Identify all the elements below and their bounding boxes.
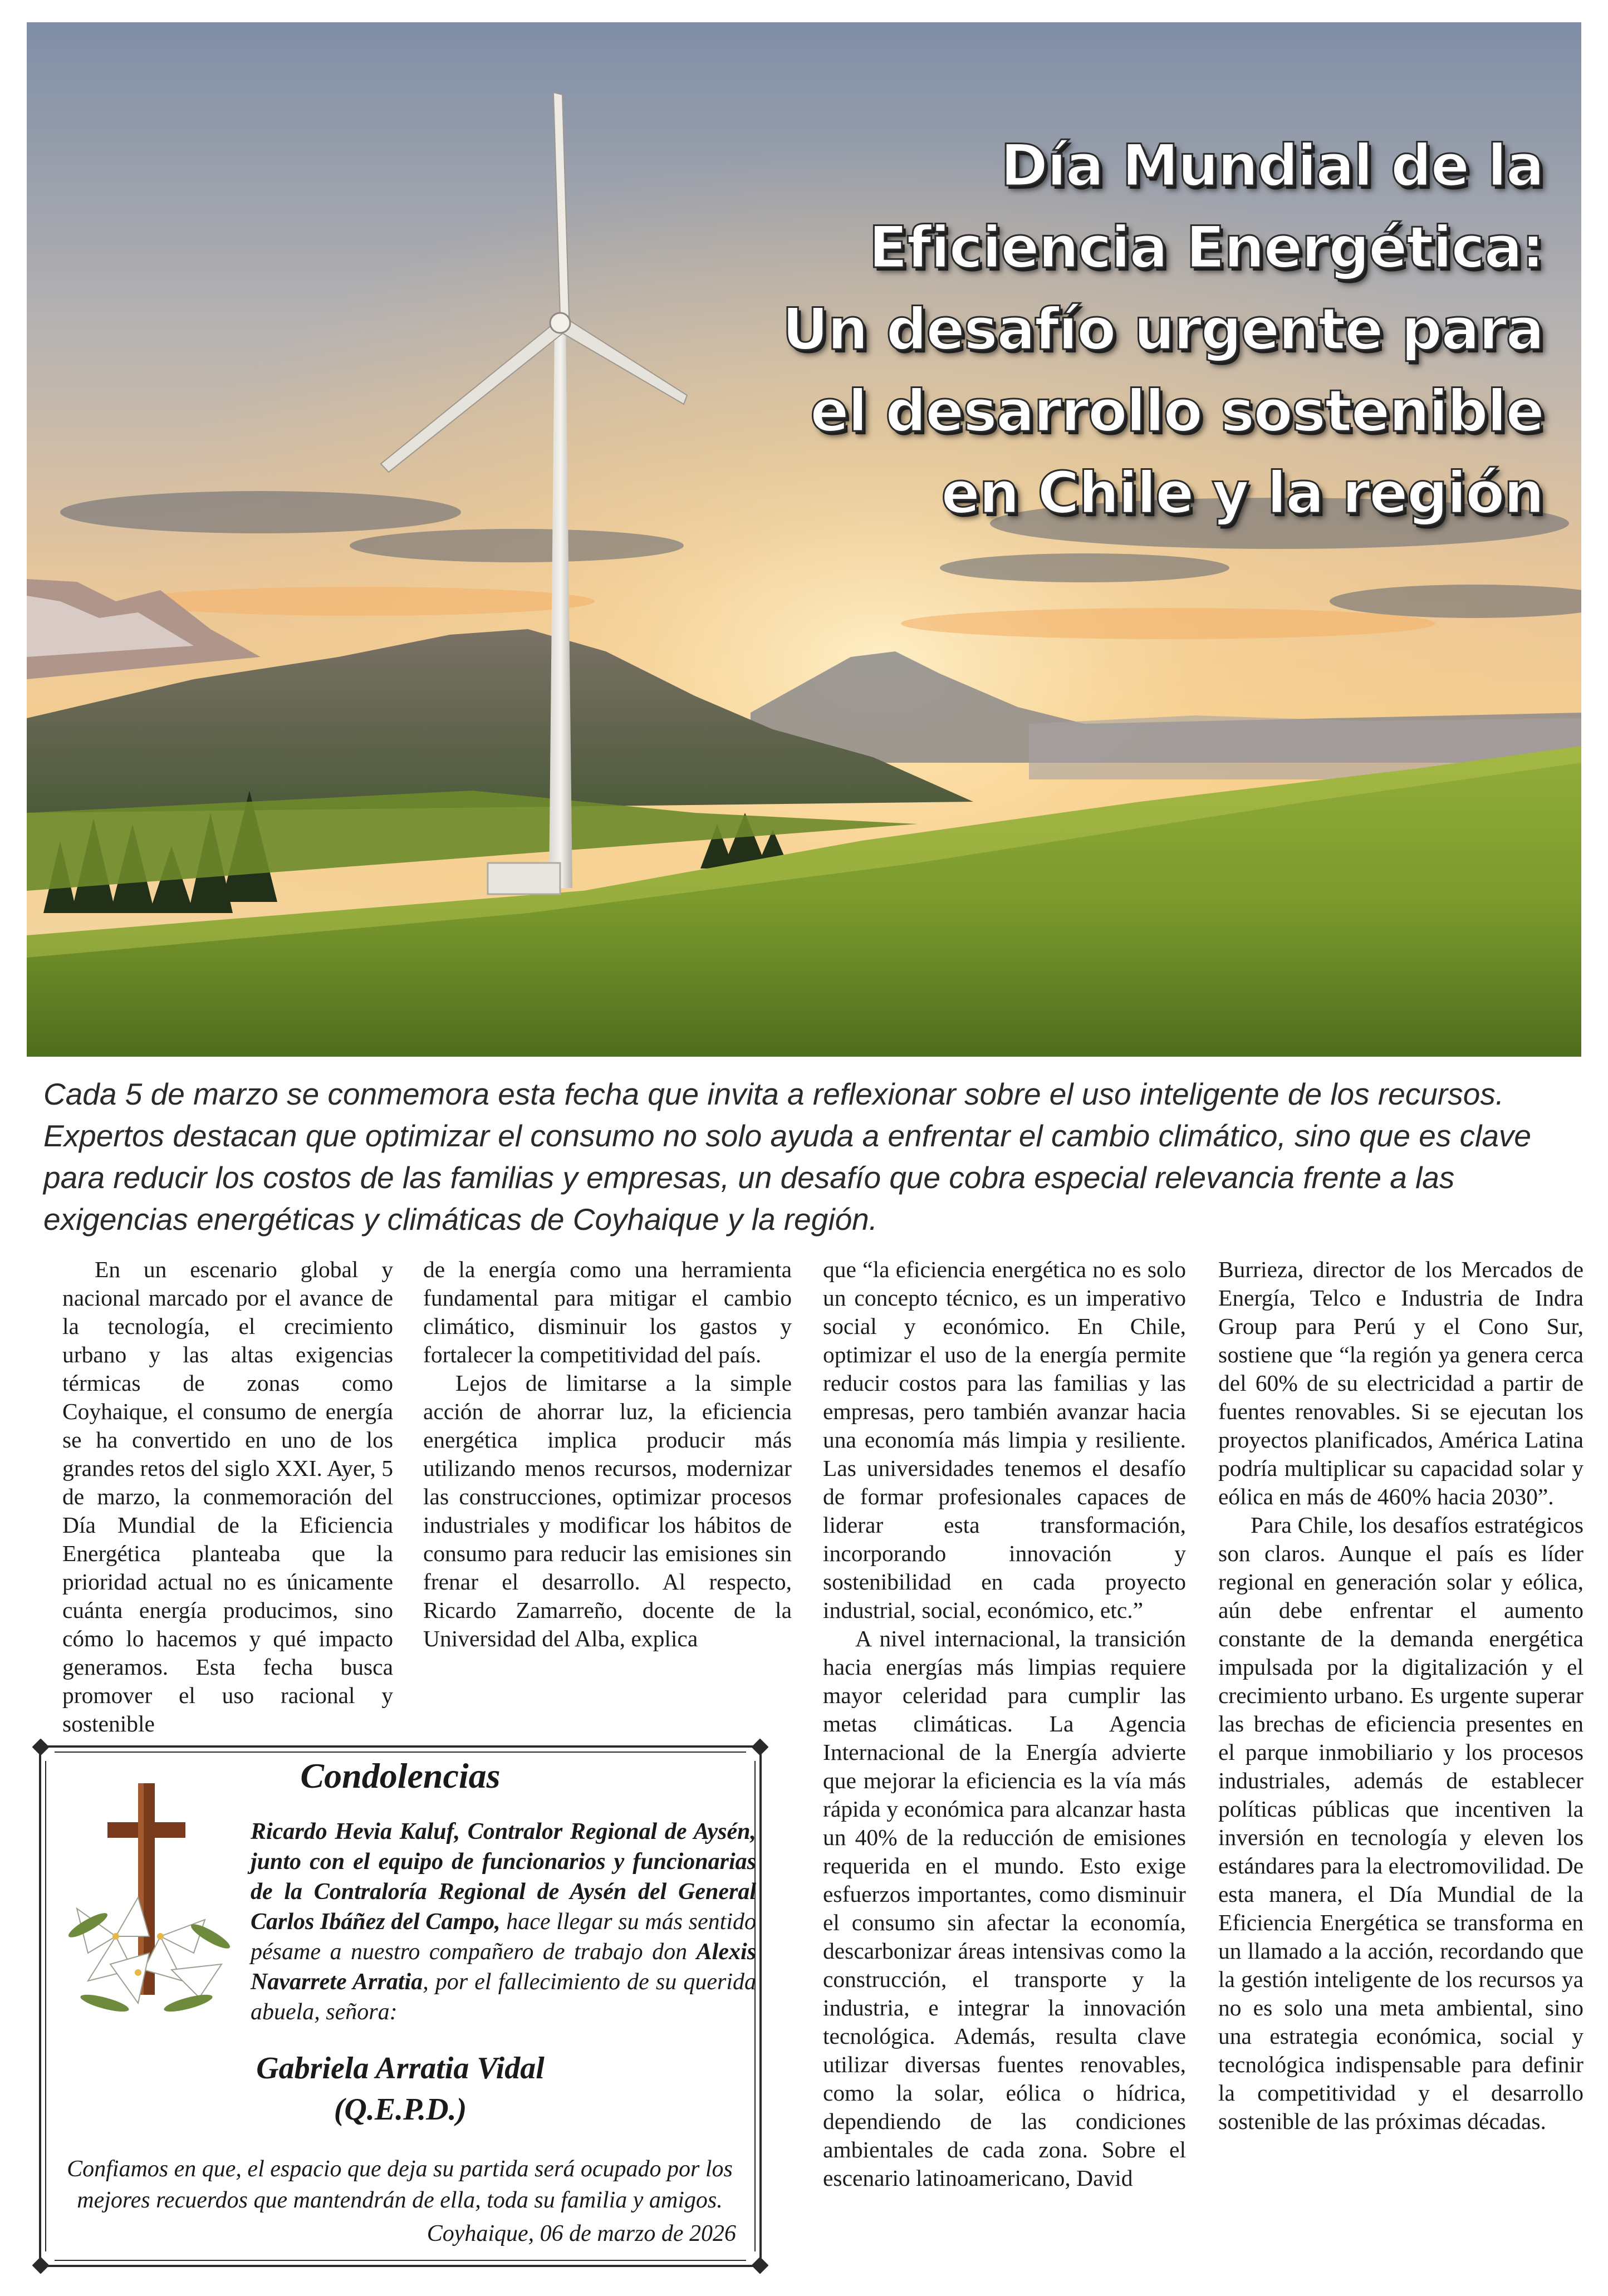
article-column-2 bbox=[423, 1255, 792, 1684]
article-paragraph: En un escenario global y nacional marcado por el avance de la tecnología, el crecimiento urbano y las altas exigencias térmicas de zonas como Coyhaique, el consumo de energía se ha convertido en uno de los grandes retos del siglo XXI. Ayer, 5 de marzo, la conmemoración del Día Mundial de la Eficiencia Energética planteaba que la prioridad actual no es únicamente cuánta energía producimos, sino cómo lo hacemos y qué impacto generamos. Esta fecha busca promover el uso racional y sostenible bbox=[62, 1257, 393, 1736]
deceased-fullname: Gabriela Arratia Vidal bbox=[256, 2051, 545, 2086]
deceased-name bbox=[32, 2048, 768, 2130]
headline-line: Eficiencia Energética: bbox=[869, 214, 1543, 281]
condolence-closing: Confiamos en que, el espacio que deja su partida será ocupado por los mejores recuerdos que mantendrán de ella, toda su familia y amigos. bbox=[67, 2156, 733, 2213]
article-column-1 bbox=[62, 1255, 393, 1736]
headline-line: Un desafío urgente para bbox=[782, 296, 1543, 363]
headline bbox=[597, 125, 1543, 534]
headline-line: Día Mundial de la bbox=[1000, 133, 1543, 199]
condolence-text: , por el fallecimiento de su querida abuela, señora: bbox=[251, 1969, 756, 2025]
article-column-3 bbox=[823, 1255, 1186, 2269]
article-column-4 bbox=[1218, 1255, 1584, 2269]
rip-label: (Q.E.P.D.) bbox=[334, 2092, 467, 2127]
article-paragraph: Para Chile, los desafíos estratégicos son claros. Aunque el país es líder regional en generación solar y eólica, aún debe enfrentar el aumento constante de la demanda energética impulsada por la digitalización y el crecimiento urbano. Es urgente superar las brechas de eficiencia presentes en el parque inmobiliario y los procesos industriales, además de establecer políticas públicas que incentiven la inversión en tecnología y eleven los estándares para la electromovilidad. De esta manera, el Día Mundial de la Eficiencia Energética se transforma en un llamado a la acción, recordando que la gestión inteligente de los recursos ya no es solo una meta ambiental, sino una estrategia económica, social y tecnológica indispensable para definir la competitividad y el desarrollo sostenible de las próximas décadas. bbox=[1218, 1512, 1584, 2134]
condolence-notice bbox=[32, 1739, 768, 2274]
condolence-colleague: Alexis Navarrete Arratia bbox=[251, 1939, 756, 1995]
article-paragraph: A nivel internacional, la transición hacia energías más limpias requiere mayor celeridad para cumplir las metas climáticas. La Agencia Internacional de la Energía advierte que mejorar la eficiencia es la vía más rápida y económica para alcanzar hasta un 40% de la reducción de emisiones requerida en el mundo. Esto exige esfuerzos importantes, como disminuir el consumo sin afectar la economía, descarbonizar áreas intensivas como la construcción, el transporte y la industria, e integrar la innovación tecnológica. Además, resulta clave utilizar diversas fuentes renovables, como la solar, eólica o hídrica, dependiendo de las condiciones ambientales de cada zona. Sobre el escenario latinoamericano, David bbox=[823, 1626, 1186, 2191]
condolence-title: Condolencias bbox=[300, 1756, 501, 1795]
condolence-sender: Ricardo Hevia Kaluf, Contralor Regional de Aysén, junto con el equipo de funcionarios y funcionarias de la Contraloría Regional de Aysén del General Carlos Ibáñez del Campo, bbox=[251, 1819, 756, 1935]
condolence-place-date: Coyhaique, 06 de marzo de 2026 bbox=[426, 2221, 736, 2246]
condolence-message bbox=[71, 1817, 756, 2078]
lead-paragraph: Cada 5 de marzo se conmemora esta fecha que invita a reflexionar sobre el uso inteligente de los recursos. Expertos destacan que optimizar el consumo no solo ayuda a enfrentar el cambio climático, sino que es clave para reducir los costos de las familias y empresas, un desafío que cobra especial relevancia frente a las exigencias energéticas y climáticas de Coyhaique y la región. bbox=[43, 1077, 1532, 1237]
article-paragraph: Burrieza, director de los Mercados de Energía, Telco e Industria de Indra Group para Perú y el Cono Sur, sostiene que “la región ya genera cerca del 60% de su electricidad a partir de fuentes renovables. Si se ejecutan los proyectos planificados, América Latina podría multiplicar su capacidad solar y eólica en más de 460% hacia 2030”. bbox=[1218, 1257, 1584, 1509]
hero-image bbox=[27, 22, 1581, 1057]
article-paragraph: que “la eficiencia energética no es solo un concepto técnico, es un imperativo social y económico. En Chile, optimizar el uso de la energía permite reducir costos para las familias y las empresas, pero también avanzar hacia una economía más limpia y resiliente. Las universidades tenemos el desafío de formar profesionales capaces de liderar esta transformación, incorporando innovación y sostenibilidad en cada proyecto industrial, social, económico, etc.” bbox=[823, 1257, 1186, 1623]
article-paragraph: de la energía como una herramienta fundamental para mitigar el cambio climático, disminuir los gastos y fortalecer la competitividad del país. bbox=[423, 1257, 792, 1367]
condolence-text: hace llegar su más sentido pésame a nuestro compañero de trabajo don bbox=[251, 1909, 757, 1965]
headline-line: el desarrollo sostenible bbox=[810, 378, 1543, 445]
article-paragraph: Lejos de limitarse a la simple acción de ahorrar luz, la eficiencia energética implica producir más utilizando menos recursos, modernizar las construcciones, optimizar procesos industriales y modificar los hábitos de consumo para reducir las emisiones sin frenar el desarrollo. Al respecto, Ricardo Zamarreño, docente de la Universidad del Alba, explica bbox=[423, 1370, 792, 1651]
headline-line: en Chile y la región bbox=[941, 460, 1543, 527]
